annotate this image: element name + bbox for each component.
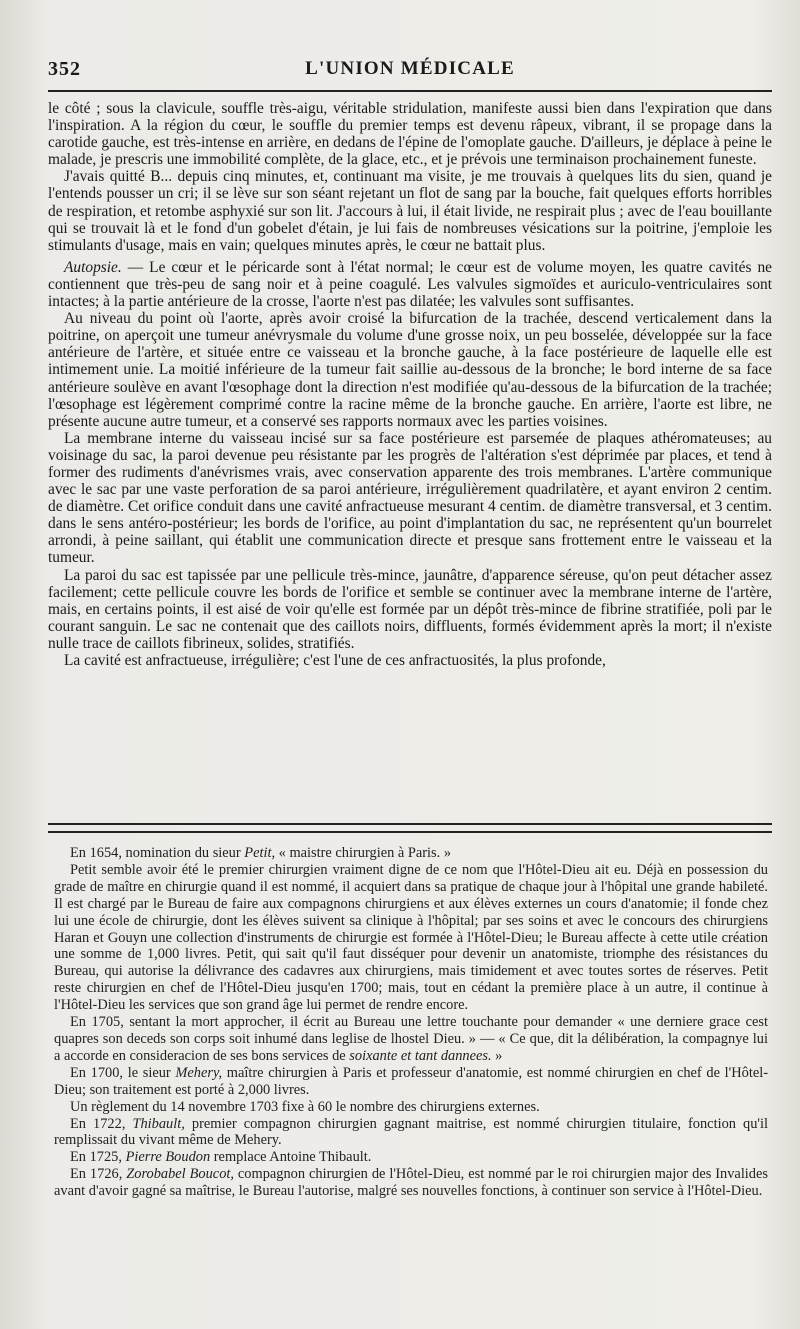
- header-rule: [48, 90, 772, 92]
- note-1726-after: compagnon chirurgien de l'Hôtel-Dieu, est nommé par le roi chirurgien major des Invalides avant d'avoir gagné sa maîtrise, le Bureau l'autorise, malgré ses nouvelles fonctions, à continuer son service à l'Hôtel-Dieu.: [54, 1166, 768, 1200]
- note-1654-after: « maistre chirurgien à Paris. »: [275, 845, 452, 861]
- note-1722-before: En 1722,: [70, 1115, 133, 1132]
- note-1722: [54, 1116, 768, 1150]
- note-1705-before: En 1705, sentant la mort approcher, il écrit au Bureau une lettre touchante pour demander « une derniere grace cest quapres son deceds son corps soit inhumé dans leglise de lhostel Dieu. » — « Ce que, dit la délibération, la compagnye lui a accorde en consideracion de ses bons services de: [54, 1014, 768, 1064]
- note-petit: Petit semble avoir été le premier chirurgien vraiment digne de ce nom que l'Hôtel-Dieu ait eu. Déjà en possession du grade de maître en chirurgie quand il est nommé, il acquiert dans sa pratique de chaque jour à l'hôpital une grande habileté. Il est chargé par le Bureau de faire aux compagnons chirurgiens et aux élèves externes un cours d'anatomie; il fonde chez lui une école de chirurgie, dont les élèves suivent sa clinique à l'hôpital; par ses soins et avec le concours des chirurgiens Haran et Gouyn une collection d'instruments de chirurgie est formée à l'Hôtel-Dieu; le Bureau affecte à cette utile création une somme de 1,000 livres. Petit, qui sait qu'il faut disséquer pour devenir un anatomiste, triomphe des résistances du Bureau, qui autorise la délivrance des cadavres aux chirurgiens, mais timidement et avec toutes sortes de réserves. Petit reste chirurgien en chef de l'Hôtel-Dieu jusqu'en 1700; mais, tout en cédant la première place à un autre, il continue à l'Hôtel-Dieu les services que son grand âge lui permet de rendre encore.: [54, 861, 768, 1014]
- note-1700-name: Mehery,: [175, 1064, 223, 1081]
- paragraph-5: La membrane interne du vaisseau incisé sur sa face postérieure est parsemée de plaques athéromateuses; au voisinage du sac, la paroi devenue peu résistante par les progrès de l'altération s'est déprimée par places, et tend à former des rudiments d'anévrismes vrais, avec conservation apparente des trois membranes. L'artère communique avec le sac par une vaste perforation de sa paroi antérieure, irrégulièrement quadrilatère, et ayant environ 2 centim. de diamètre. Cet orifice conduit dans une cavité anfractueuse mesurant 4 centim. de diamètre transversal, et 3 centim. dans le sens antéro-postérieur; les bords de l'orifice, au point d'implantation du sac, ne représentent qu'un bourrelet arrondi, à peine saillant, qui établit une communication directe et presque sans frottement entre le vaisseau et la tumeur.: [48, 429, 772, 567]
- paragraph-7: La cavité est anfractueuse, irrégulière; c'est l'une de ces anfractuosités, la plus profonde,: [64, 652, 606, 669]
- historical-notes: [54, 845, 768, 1200]
- note-1705: [54, 1014, 768, 1065]
- note-1725-name: Pierre Boudon: [125, 1149, 211, 1166]
- note-1705-em: soixante et tant dannees.: [349, 1047, 492, 1064]
- running-title: L'UNION MÉDICALE: [305, 58, 515, 79]
- section-divider: [48, 823, 772, 833]
- note-1654: [54, 845, 768, 862]
- note-1722-after: premier compagnon chirurgien gagnant maitrise, est nommé chirurgien titulaire, fonction qu'il remplissait du vivant même de Mehery.: [54, 1115, 768, 1149]
- main-text: [48, 100, 772, 669]
- page-header: [48, 58, 772, 82]
- note-1705-after: »: [491, 1047, 503, 1064]
- note-1700-after: maître chirurgien à Paris et professeur d'anatomie, est nommé chirurgien en chef de l'Hôtel-Dieu; son traitement est porté à 2,000 livres.: [54, 1064, 768, 1098]
- note-1654-before: En 1654, nomination du sieur: [70, 845, 245, 861]
- note-1725: [54, 1149, 768, 1166]
- note-1726: [54, 1166, 768, 1200]
- note-1654-name: Petit,: [244, 845, 276, 861]
- note-1722-name: Thibault,: [132, 1115, 185, 1132]
- paragraph-2: J'avais quitté B... depuis cinq minutes, et, continuant ma visite, je me trouvais à quelques lits du sien, quand je l'entends pousser un cri; il se lève sur son séant rejetant un flot de sang par la bouche, fait quelques efforts horribles de respiration, et retombe asphyxié sur son lit. J'accours à lui, il était livide, ne respirait plus ; avec de l'eau bouillante qui se trouvait là et le fond d'un gobelet d'étain, je lui fais de nombreuses vésications sur la poitrine, j'emploie les stimulants d'usage, mais en vain; quelques minutes après, le cœur ne battait plus.: [48, 168, 772, 254]
- note-1726-before: En 1726,: [70, 1166, 127, 1183]
- note-1700: [54, 1065, 768, 1099]
- paragraph-autopsy: [48, 259, 772, 310]
- paragraph-4: Au niveau du point où l'aorte, après avoir croisé la bifurcation de la trachée, descend verticalement dans la poitrine, on aperçoit une tumeur anévrysmale du volume d'une grosse noix, un peu bosselée, développée sur la face antérieure de l'artère, et située entre ce vaisseau et la bronche gauche, à la face postérieure de laquelle elle est intimement unie. La moitié inférieure de la tumeur fait saillie au-dessous de la bronche; le bord interne de sa face antérieure soulève en avant l'œsophage dont la direction n'est modifiée qu'au-dessous de la bifurcation de la trachée; l'œsophage est légèrement comprimé contre la racine même de la bronche gauche. En arrière, l'aorte est libre, ne présente aucune autre tumeur, et a conservé ses rapports normaux avec les parties voisines.: [48, 310, 772, 430]
- page-number: 352: [48, 58, 81, 80]
- autopsy-label: Autopsie.: [64, 258, 122, 276]
- note-1703: Un règlement du 14 novembre 1703 fixe à 60 le nombre des chirurgiens externes.: [70, 1098, 540, 1115]
- note-1725-after: remplace Antoine Thibault.: [210, 1149, 372, 1166]
- note-1725-before: En 1725,: [70, 1149, 126, 1166]
- note-1700-before: En 1700, le sieur: [70, 1064, 176, 1081]
- paragraph-1: le côté ; sous la clavicule, souffle très-aigu, véritable stridulation, manifeste aussi bien dans l'expiration que dans l'inspiration. A la région du cœur, le souffle du premier temps est devenu râpeux, vibrant, il se propage dans la carotide gauche, est très-intense en arrière, en dedans de l'épine de l'omoplate gauche. D'ailleurs, je déplace à peine le malade, je prescris une immobilité complète, de la glace, etc., et je prévois une terminaison prochainement funeste.: [48, 100, 772, 169]
- paragraph-6: La paroi du sac est tapissée par une pellicule très-mince, jaunâtre, d'apparence séreuse, qu'on peut détacher assez facilement; cette pellicule couvre les bords de l'orifice et semble se continuer avec la membrane interne de l'artère, mais, en certains points, il est aisé de voir qu'elle est formée par un dépôt très-mince de fibrine stratifiée, poli par le courant sanguin. Le sac ne contenait que des caillots noirs, diffluents, formés évidemment après la mort; il n'existe nulle trace de caillots fibrineux, solides, stratifiés.: [48, 566, 772, 652]
- autopsy-text: — Le cœur et le péricarde sont à l'état normal; le cœur est de volume moyen, les quatre cavités ne contiennent que très-peu de sang noir et à peine coagulé. Les valvules sigmoïdes et auriculo-ventriculaires sont intactes; à la partie antérieure de la crosse, l'aorte n'est pas dilatée; les valvules sont suffisantes.: [48, 258, 772, 311]
- note-1726-name: Zorobabel Boucot,: [126, 1166, 234, 1183]
